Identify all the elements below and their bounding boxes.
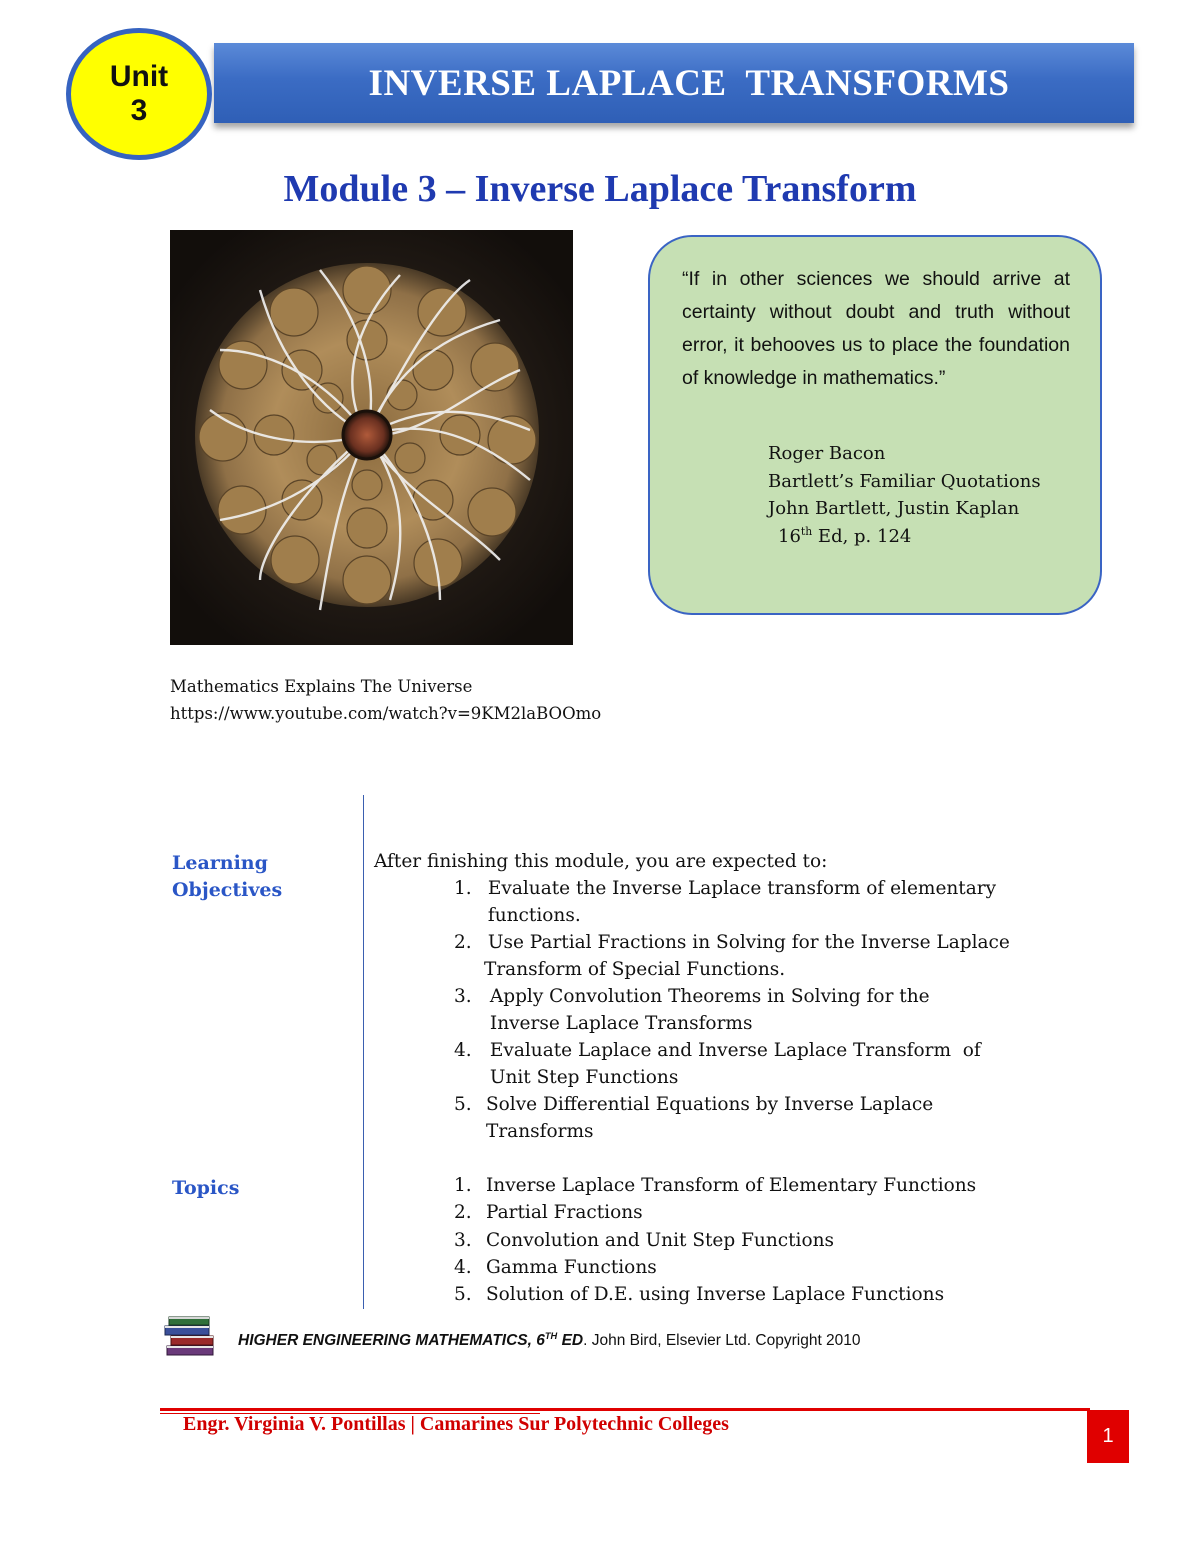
quote-text: “If in other sciences we should arrive at certainty without doubt and truth without error, it behooves us to place the foundation of knowledge in mathematics.” — [682, 268, 1070, 389]
footer-rule — [160, 1408, 1090, 1411]
reference-book-title: HIGHER ENGINEERING MATHEMATICS, 6 — [238, 1332, 545, 1350]
books-icon-graphic — [163, 1313, 218, 1358]
video-caption-title: Mathematics Explains The Universe — [170, 677, 473, 696]
objective-line: Solve Differential Equations by Inverse Laplace — [486, 1094, 934, 1115]
edition-number: 16 — [778, 526, 801, 547]
books-icon — [163, 1313, 218, 1358]
topic-number: 1. — [454, 1175, 472, 1196]
topic-item — [0, 1202, 1200, 1229]
topic-number: 3. — [454, 1230, 472, 1251]
topic-text: Partial Fractions — [486, 1202, 643, 1223]
pinecone-illustration — [170, 230, 573, 645]
topic-item — [0, 1257, 1200, 1284]
reference-edition-word: ED — [557, 1332, 584, 1350]
objective-number: 4. — [454, 1040, 472, 1061]
topic-text: Solution of D.E. using Inverse Laplace Functions — [486, 1284, 945, 1305]
edition-page: Ed, p. 124 — [812, 526, 912, 547]
quote-edition — [778, 525, 911, 547]
edition-suffix: th — [800, 525, 813, 538]
topic-number: 4. — [454, 1257, 472, 1278]
objective-line: functions. — [482, 905, 581, 926]
unit-badge — [66, 28, 212, 160]
objective-item — [0, 986, 1200, 1013]
objective-line: Transforms — [486, 1121, 594, 1142]
reference-edition-sup: TH — [544, 1331, 558, 1341]
reference-publisher: . John Bird, Elsevier Ltd. Copyright 2010 — [583, 1332, 861, 1350]
objective-line: Transform of Special Functions. — [484, 959, 786, 980]
objective-line: Apply Convolution Theorems in Solving for the — [484, 986, 930, 1007]
reference-citation — [238, 1331, 861, 1350]
objective-number: 1. — [454, 878, 472, 899]
objectives-intro: After finishing this module, you are expected to: — [374, 851, 828, 872]
unit-number: 3 — [130, 94, 148, 127]
footer-author-line: Engr. Virginia V. Pontillas | Camarines Sur Polytechnic Colleges — [183, 1413, 729, 1435]
label-line-2: Objectives — [172, 879, 283, 901]
topic-text: Gamma Functions — [486, 1257, 657, 1278]
objective-line: Inverse Laplace Transforms — [484, 1013, 753, 1034]
page-number: 1 — [1087, 1410, 1129, 1463]
objective-item — [0, 1040, 1200, 1067]
label-line-1: Learning — [172, 852, 268, 874]
objective-item — [0, 932, 1200, 959]
topic-text: Inverse Laplace Transform of Elementary Functions — [486, 1175, 977, 1196]
objective-number: 3. — [454, 986, 472, 1007]
objective-line: Unit Step Functions — [484, 1067, 679, 1088]
module-title: Module 3 – Inverse Laplace Transform — [283, 168, 917, 210]
objective-number: 5. — [454, 1094, 472, 1115]
topic-number: 2. — [454, 1202, 472, 1223]
quote-author: Roger Bacon — [768, 443, 886, 464]
unit-word: Unit — [109, 60, 169, 93]
objective-item — [0, 878, 1200, 905]
topic-item — [0, 1284, 1200, 1311]
objective-line: Evaluate the Inverse Laplace transform of elementary — [482, 878, 997, 899]
banner-title: INVERSE LAPLACE TRANSFORMS — [368, 62, 1010, 104]
objective-line: Use Partial Fractions in Solving for the Inverse Laplace — [482, 932, 1010, 953]
topic-item — [0, 1230, 1200, 1257]
objective-item — [0, 1094, 1200, 1121]
topic-text: Convolution and Unit Step Functions — [486, 1230, 835, 1251]
quote-source: Bartlett’s Familiar Quotations — [768, 471, 1041, 492]
objective-line: Evaluate Laplace and Inverse Laplace Transform of — [484, 1040, 981, 1061]
topic-item — [0, 1175, 1200, 1202]
pinecone-fibonacci-image — [170, 230, 573, 645]
header-banner — [214, 43, 1134, 123]
topics-label: Topics — [172, 1177, 240, 1199]
quote-editors: John Bartlett, Justin Kaplan — [768, 498, 1020, 519]
topic-number: 5. — [454, 1284, 472, 1305]
objective-number: 2. — [454, 932, 472, 953]
video-link[interactable]: https://www.youtube.com/watch?v=9KM2laBOOmo — [170, 704, 602, 723]
